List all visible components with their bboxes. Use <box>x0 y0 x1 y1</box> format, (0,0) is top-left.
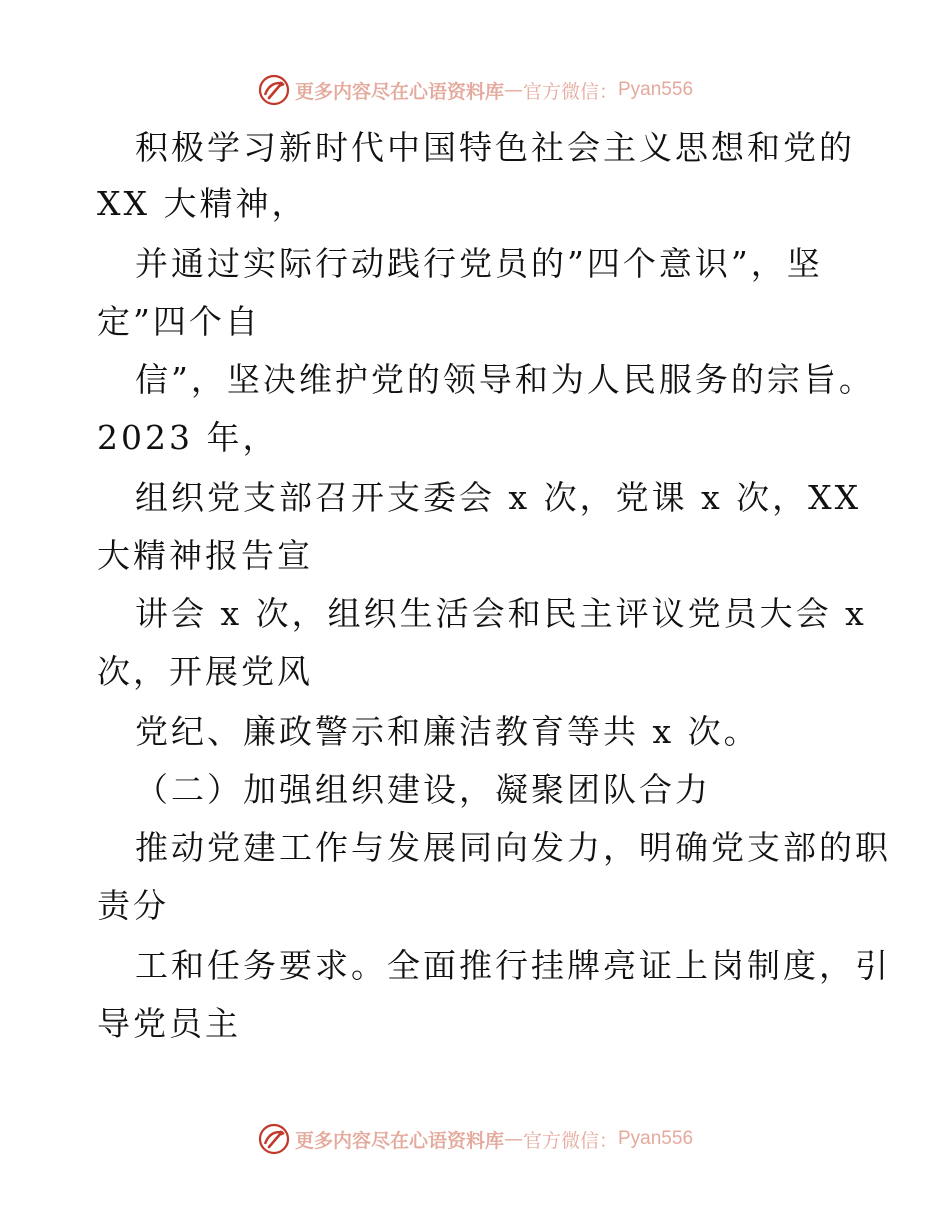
watermark-wechat-label: 官方微信： <box>522 80 618 103</box>
brand-logo-icon <box>257 73 291 107</box>
watermark-wechat-id: Pyan556 <box>618 79 694 100</box>
footer-watermark <box>0 1121 950 1157</box>
text-line: 并通过实际行动践行党员的”四个意识”，坚 <box>135 244 823 283</box>
text-line: 定”四个自 <box>97 302 261 341</box>
text-line: 信”，坚决维护党的领导和为人民服务的宗旨。 <box>135 360 875 399</box>
text-line: 组织党支部召开支委会 x 次，党课 x 次，XX <box>135 478 862 517</box>
text-line: 导党员主 <box>97 1004 241 1043</box>
text-line: 工和任务要求。全面推行挂牌亮证上岗制度，引 <box>135 946 891 985</box>
header-watermark <box>0 72 950 108</box>
watermark-text: 更多内容尽在心语资料库 <box>294 80 504 103</box>
section-heading: （二）加强组织建设，凝聚团队合力 <box>135 770 711 809</box>
text-line: 责分 <box>97 886 169 925</box>
watermark-wechat-id: Pyan556 <box>618 1128 694 1149</box>
watermark-wechat-label: 官方微信： <box>522 1129 618 1152</box>
watermark-text: 更多内容尽在心语资料库 <box>294 1129 504 1152</box>
watermark-dash: — <box>503 79 523 101</box>
text-line: 推动党建工作与发展同向发力，明确党支部的职 <box>135 828 891 867</box>
brand-logo-icon <box>257 1122 291 1156</box>
text-line: XX 大精神， <box>97 184 308 223</box>
text-line: 次，开展党风 <box>97 652 313 691</box>
text-line: 党纪、廉政警示和廉洁教育等共 x 次。 <box>135 712 760 751</box>
watermark-dash: — <box>503 1128 523 1150</box>
text-line: 2023 年， <box>97 418 279 457</box>
text-line: 积极学习新时代中国特色社会主义思想和党的 <box>135 128 855 167</box>
text-line: 讲会 x 次，组织生活会和民主评议党员大会 x <box>135 594 867 633</box>
text-line: 大精神报告宣 <box>97 536 313 575</box>
